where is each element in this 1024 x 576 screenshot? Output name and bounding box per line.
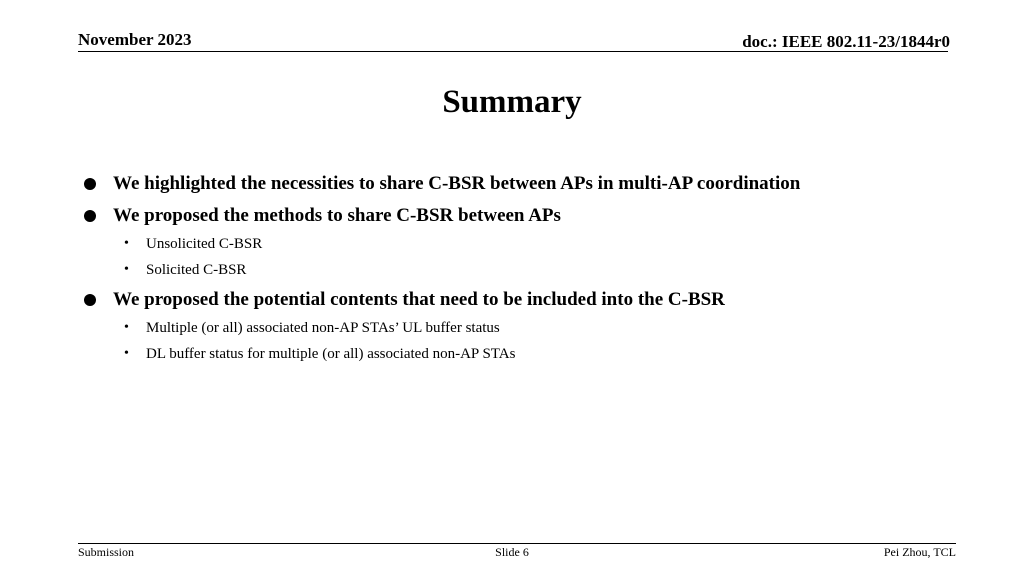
sub-bullet-text: Multiple (or all) associated non-AP STAs’ UL buffer status [146,319,500,336]
header-date: November 2023 [78,30,192,49]
sub-bullet-text: Unsolicited C-BSR [146,235,263,252]
bullet-item-1 [84,171,800,197]
bullet-text: We highlighted the necessities to share C-BSR between APs in multi-AP coordination [113,173,801,194]
bullet-item-2 [84,203,561,229]
footer-submission: Submission [78,545,135,559]
sub-bullet-item [124,344,515,364]
sub-bullet-icon: • [124,262,129,277]
sub-bullet-icon: • [124,236,129,251]
footer-divider [78,543,956,544]
bullet-text: We proposed the potential contents that need to be included into the C-BSR [113,289,725,310]
slide-title: Summary [442,84,582,120]
sub-bullet-item [124,260,246,280]
sub-bullet-item [124,234,262,254]
footer-author: Pei Zhou, TCL [883,545,956,559]
bullet-text: We proposed the methods to share C-BSR between APs [113,205,561,226]
bullet-dot-icon [84,178,96,190]
sub-bullet-text: DL buffer status for multiple (or all) associated non-AP STAs [146,345,516,362]
sub-bullet-text: Solicited C-BSR [146,261,247,278]
footer-slide-number: Slide 6 [495,545,529,559]
sub-bullet-icon: • [124,320,129,335]
bullet-dot-icon [84,210,96,222]
bullet-dot-icon [84,294,96,306]
header-doc-id: doc.: IEEE 802.11-23/1844r0 [742,32,950,51]
sub-bullet-icon: • [124,346,129,361]
bullet-item-3 [84,287,725,313]
sub-bullet-item [124,318,500,338]
